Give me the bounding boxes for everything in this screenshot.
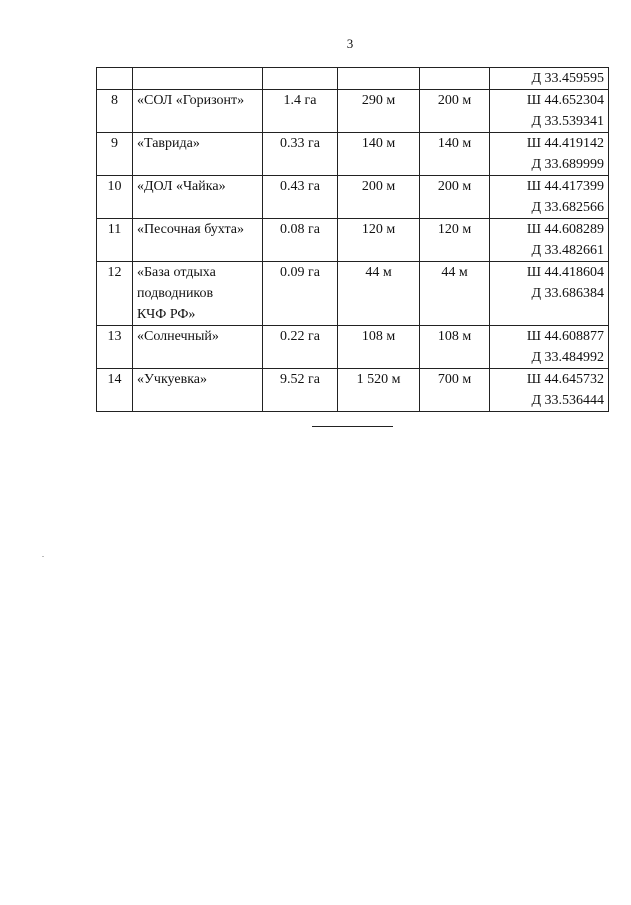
beach-zones-table <box>96 67 609 412</box>
document-end-rule <box>312 426 393 427</box>
coordinates-cell <box>490 262 609 326</box>
width-cell: 700 м <box>420 369 490 412</box>
row-number-cell: 8 <box>97 90 133 133</box>
coordinates-cell <box>490 133 609 176</box>
longitude-value: Д 33.484992 <box>531 350 604 365</box>
name-line: «База отдыха <box>137 265 216 280</box>
name-cell <box>133 133 263 176</box>
coordinates-cell <box>490 326 609 369</box>
width-cell: 120 м <box>420 219 490 262</box>
latitude-value: Ш 44.418604 <box>526 265 604 280</box>
row-number-cell: 14 <box>97 369 133 412</box>
length-cell: 200 м <box>338 176 420 219</box>
coordinates-cell <box>490 369 609 412</box>
name-line: подводников <box>137 286 214 301</box>
name-line: «Песочная бухта» <box>137 222 244 237</box>
width-cell: 200 м <box>420 90 490 133</box>
latitude-value: Ш 44.417399 <box>526 179 604 194</box>
name-line: «ДОЛ «Чайка» <box>137 179 226 194</box>
longitude-value: Д 33.686384 <box>531 286 604 301</box>
longitude-value: Д 33.539341 <box>531 114 604 129</box>
longitude-value: Д 33.536444 <box>531 393 604 408</box>
table-row <box>97 90 609 133</box>
latitude-value: Ш 44.608289 <box>526 222 604 237</box>
name-line: КЧФ РФ» <box>137 307 196 322</box>
table-row <box>97 68 609 90</box>
longitude-value: Д 33.682566 <box>531 200 604 215</box>
name-cell <box>133 219 263 262</box>
name-cell <box>133 262 263 326</box>
name-cell <box>133 68 263 90</box>
row-number-cell <box>97 68 133 90</box>
row-number-cell: 13 <box>97 326 133 369</box>
table-row <box>97 326 609 369</box>
length-cell: 1 520 м <box>338 369 420 412</box>
name-cell <box>133 369 263 412</box>
area-cell: 9.52 га <box>263 369 338 412</box>
table-row <box>97 219 609 262</box>
area-cell: 1.4 га <box>263 90 338 133</box>
name-line: «Таврида» <box>137 136 200 151</box>
width-cell: 44 м <box>420 262 490 326</box>
name-line: «Учкуевка» <box>137 372 207 387</box>
longitude-value: Д 33.689999 <box>531 157 604 172</box>
longitude-value: Д 33.482661 <box>531 243 604 258</box>
width-cell: 140 м <box>420 133 490 176</box>
latitude-value: Ш 44.652304 <box>526 93 604 108</box>
width-cell <box>420 68 490 90</box>
coordinates-cell <box>490 219 609 262</box>
area-cell: 0.43 га <box>263 176 338 219</box>
area-cell: 0.08 га <box>263 219 338 262</box>
area-cell: 0.09 га <box>263 262 338 326</box>
coordinates-cell <box>490 68 609 90</box>
length-cell: 290 м <box>338 90 420 133</box>
table-row <box>97 262 609 326</box>
latitude-value: Ш 44.419142 <box>526 136 604 151</box>
latitude-value: Ш 44.645732 <box>526 372 604 387</box>
length-cell: 140 м <box>338 133 420 176</box>
latitude-value: Ш 44.608877 <box>526 329 604 344</box>
width-cell: 108 м <box>420 326 490 369</box>
name-cell <box>133 176 263 219</box>
table-row <box>97 369 609 412</box>
name-cell <box>133 90 263 133</box>
row-number-cell: 11 <box>97 219 133 262</box>
name-cell <box>133 326 263 369</box>
length-cell <box>338 68 420 90</box>
row-number-cell: 10 <box>97 176 133 219</box>
name-line: «Солнечный» <box>137 329 219 344</box>
row-number-cell: 9 <box>97 133 133 176</box>
length-cell: 120 м <box>338 219 420 262</box>
coordinates-cell <box>490 176 609 219</box>
table-row <box>97 133 609 176</box>
area-cell: 0.33 га <box>263 133 338 176</box>
coordinates-cell <box>490 90 609 133</box>
area-cell: 0.22 га <box>263 326 338 369</box>
length-cell: 44 м <box>338 262 420 326</box>
row-number-cell: 12 <box>97 262 133 326</box>
width-cell: 200 м <box>420 176 490 219</box>
scan-speck <box>42 556 44 557</box>
name-line: «СОЛ «Горизонт» <box>137 93 245 108</box>
page-number: 3 <box>346 36 354 51</box>
longitude-value: Д 33.459595 <box>531 71 604 86</box>
area-cell <box>263 68 338 90</box>
length-cell: 108 м <box>338 326 420 369</box>
table-row <box>97 176 609 219</box>
